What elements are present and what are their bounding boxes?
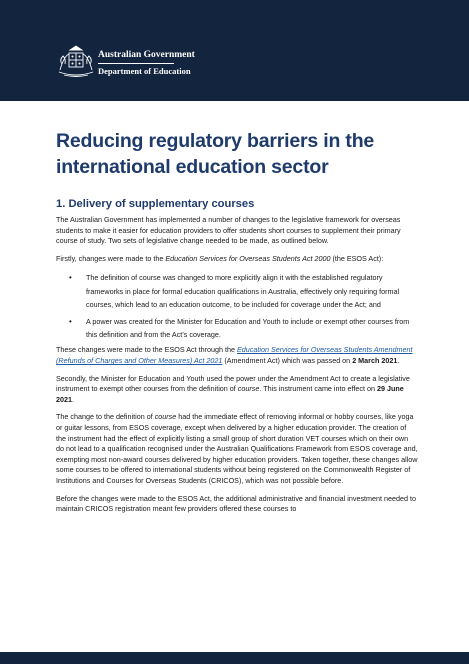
instrument-date: 29 June 2021 [56, 384, 404, 404]
paragraph-secondly-text: Secondly, the Minister for Education and Youth used the power under the Amendment Act to create a legislative instrument to exempt other courses from the definition of [56, 373, 410, 394]
paragraph-firstly [56, 254, 418, 265]
paragraph-secondly-mid: . This instrument came into effect on [259, 384, 377, 394]
course-term: course [154, 412, 177, 422]
document-title: Reducing regulatory barriers in the international education sector [56, 130, 375, 178]
paragraph-before-changes: Before the changes were made to the ESOS Act, the additional administrative and financial investment needed to maintain CRICOS registration meant few providers offered these courses to [56, 493, 416, 514]
logotype-divider [98, 63, 174, 64]
changes-list [56, 271, 418, 341]
amendment-act-link[interactable]: Education Services for Overseas Students Amendment (Refunds of Charges and Other Measures) Act 2021 [56, 345, 413, 365]
list-item [56, 315, 418, 342]
paragraph-definition-text: The change to the definition of [56, 412, 155, 422]
footer-bar [0, 652, 469, 664]
paragraph-secondly [56, 374, 418, 406]
document-body [56, 128, 418, 522]
paragraph-amendment-end: . [397, 356, 400, 365]
department-name: Department of Education [98, 66, 191, 76]
paragraph-secondly-end: . [72, 394, 74, 404]
amendment-date: 2 March 2021 [352, 356, 398, 365]
bullet-icon: • [69, 273, 72, 283]
bullet-icon: • [69, 316, 72, 326]
list-item-text: A power was created for the Minister for Education and Youth to include or exempt other courses from this definition and from the Act’s coverage. [86, 316, 410, 339]
coat-of-arms-icon [56, 44, 96, 78]
government-name: Australian Government [98, 50, 195, 60]
section-heading-supplementary-courses: 1. Delivery of supplementary courses [56, 198, 255, 210]
government-logotype [98, 50, 195, 76]
paragraph-firstly-end: (the ESOS Act): [330, 253, 384, 263]
paragraph-amendment-mid: (Amendment Act) which was passed on [222, 356, 353, 365]
list-item [56, 271, 418, 311]
header-banner [0, 0, 469, 101]
paragraph-intro: The Australian Government has implemented a number of changes to the legislative framework for overseas students to make it easier for education providers to offer students short courses to supplement their primary course of study. Two sets of legislative change needed to be made, as outlined below. [56, 215, 401, 246]
paragraph-amendment-act [56, 345, 418, 366]
list-item-text: The definition of course was changed to more explicitly align it with the established regulatory frameworks in place for formal education qualifications in Australia, effectively only requiring formal courses, which lead to an education outcome, to be included for coverage under the Act; and [86, 273, 400, 310]
esos-act-title: Education Services for Overseas Students Act 2000 [165, 253, 331, 263]
paragraph-amendment-text: These changes were made to the ESOS Act through the [56, 345, 237, 355]
paragraph-definition-change [56, 412, 418, 486]
paragraph-definition-rest: had the immediate effect of removing informal or hobby courses, like yoga or guitar lessons, from ESOS coverage, except when delivered by a higher education provider. The creation of the instrument had the effect of explicitly listing a small group of short duration VET courses which on their own do not lead to a qualification recognised under the Australian Qualifications Framework from ESOS coverage and, exempting most non-award courses delivered by higher education providers. Taken together, these changes allow some courses to be offered to international students without being registered on the Commonwealth Register of Institutions and Courses for Overseas Students (CRICOS), which was not possible before. [56, 412, 418, 485]
course-term: course [237, 384, 260, 394]
paragraph-firstly-text: Firstly, changes were made to the [56, 253, 166, 263]
